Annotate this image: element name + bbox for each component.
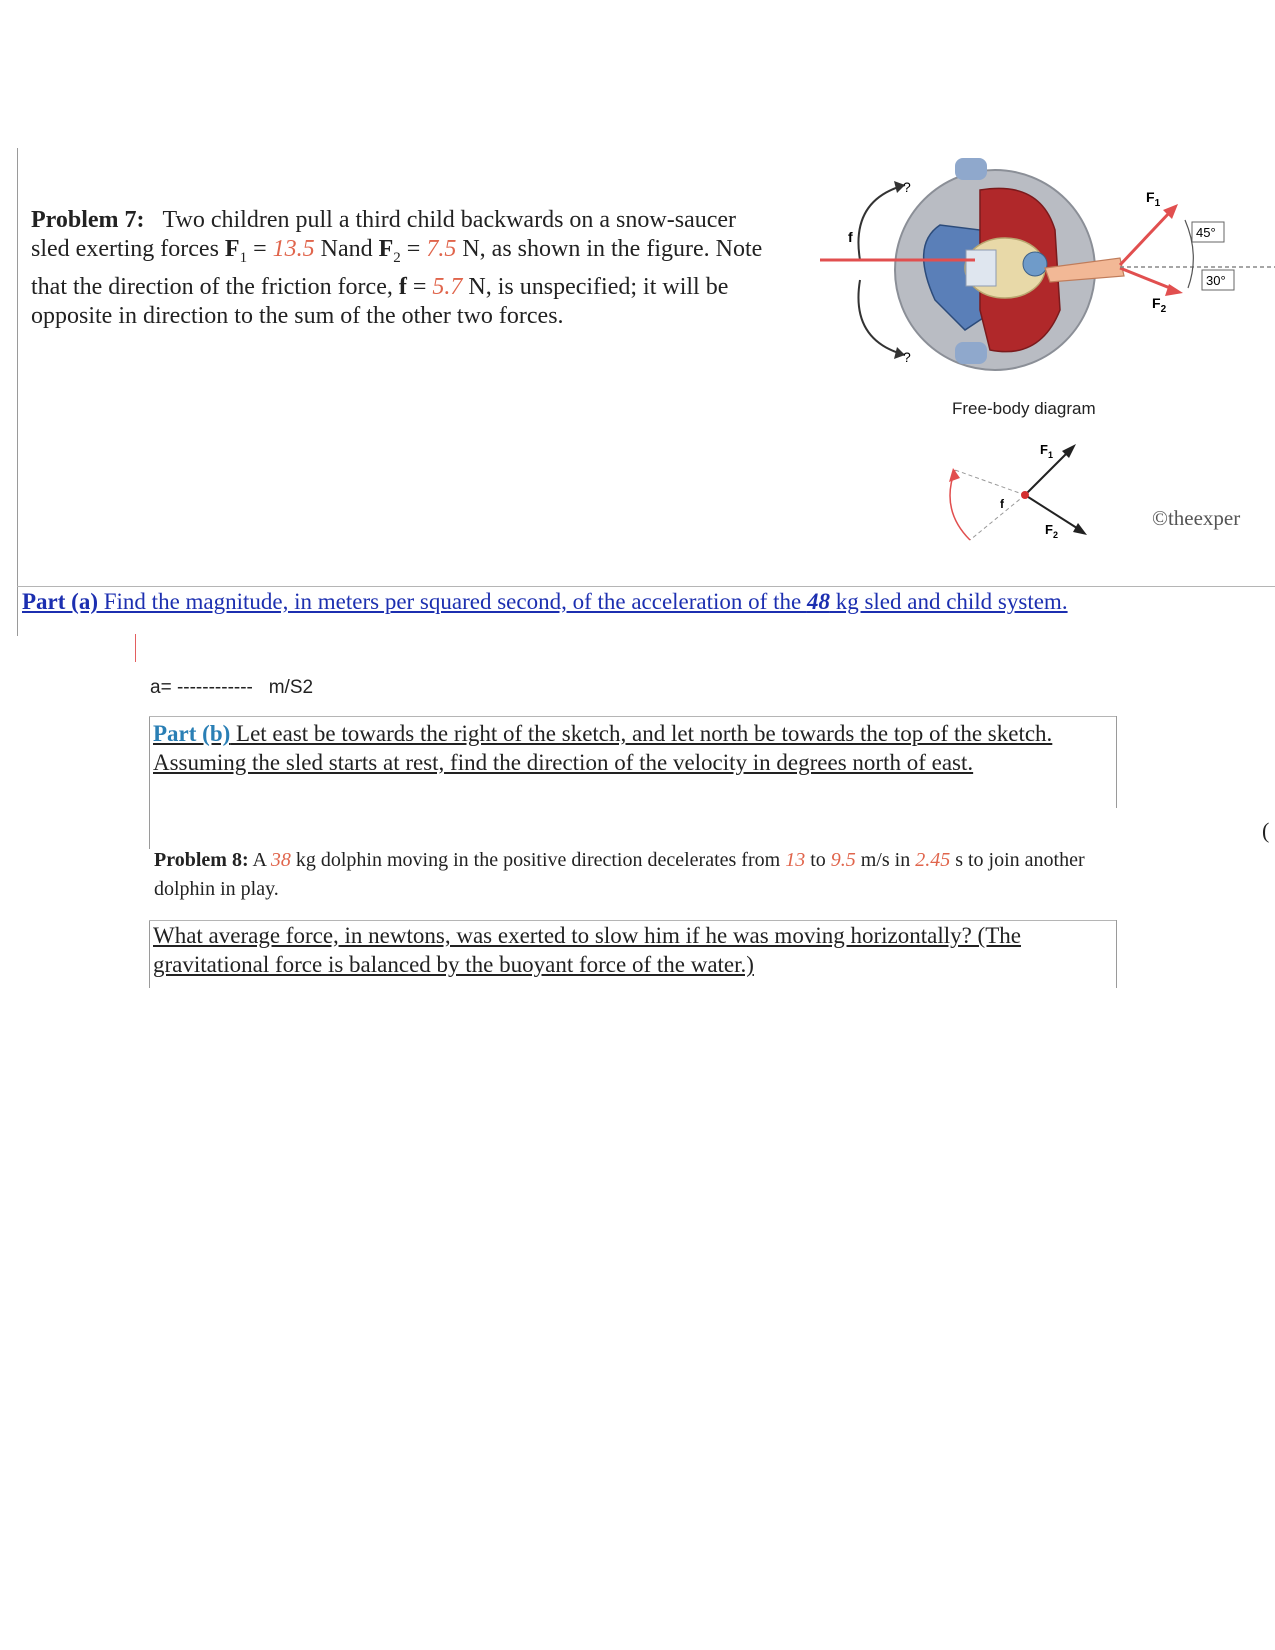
fbd-f2-label: $F_2$ xyxy=(1045,522,1058,540)
partb-border-left xyxy=(149,716,150,849)
problem8-text-1: A xyxy=(248,849,271,871)
question-mark-bottom: ? xyxy=(903,349,911,365)
f2-arrow xyxy=(1120,268,1175,290)
text-cursor xyxy=(135,634,136,662)
problem7-text-2: Nand xyxy=(314,236,379,262)
fbd-dash-up xyxy=(955,470,1025,495)
time-interval: 2.45 xyxy=(915,849,951,871)
problem8-text-2: kg dolphin moving in the positive direction decelerates from xyxy=(290,849,786,871)
part-b-label: Part (b) xyxy=(153,721,231,746)
fbd-dash-down xyxy=(970,495,1025,540)
q8-border-left xyxy=(149,920,150,988)
angle-45: 45° xyxy=(1196,225,1216,240)
eq-1: = xyxy=(247,236,273,262)
child-stripes xyxy=(966,250,996,286)
fbd-f2-head xyxy=(1073,523,1087,535)
problem7-text-1: Two children pull a third child backwards on a snow-saucer sled exerting forces xyxy=(31,207,737,262)
problem7-label: Problem 7: xyxy=(31,207,145,233)
friction-value: 5.7 xyxy=(432,273,463,300)
q8-border-right xyxy=(1116,920,1117,988)
problem7-text xyxy=(31,206,776,331)
partb-border-right xyxy=(1116,716,1117,808)
angle-30: 30° xyxy=(1206,273,1226,288)
edge-glyph: ( xyxy=(1262,818,1270,843)
problem8-question: What average force, in newtons, was exerted to slow him if he was moving horizontally? (The gravitational force is balanced by the buoyant force of the water.) xyxy=(153,923,1021,977)
answer-prefix: a= xyxy=(150,677,172,698)
problem8-label: Problem 8: xyxy=(154,849,249,871)
fbd-f1-label: $F_1$ xyxy=(1040,442,1053,460)
eq-3: = xyxy=(406,273,433,300)
question-mark-top: ? xyxy=(903,179,911,195)
problem8-text-4: m/s in xyxy=(855,849,916,871)
dolphin-mass: 38 xyxy=(270,849,291,871)
eq-2: = xyxy=(400,236,427,262)
free-body-diagram xyxy=(930,430,1120,550)
part-a-mass: 48 xyxy=(806,589,830,614)
left-border xyxy=(17,148,18,636)
problem8-text xyxy=(154,846,1114,904)
part-b-question xyxy=(153,719,1073,777)
f2-value: 7.5 xyxy=(426,236,457,262)
part-b-text: Let east be towards the right of the sketch, and let north be towards the top of the sketch. Assuming the sled starts at rest, find the direction of the velocity in degrees north of east. xyxy=(153,721,1053,775)
sled-illustration xyxy=(820,150,1275,390)
friction-symbol: f xyxy=(398,273,407,300)
child-hat xyxy=(1023,252,1047,276)
f1-symbol: F xyxy=(224,236,240,262)
partb-border-top xyxy=(149,716,1116,717)
boot-top xyxy=(955,158,987,180)
part-a-text-2: kg sled and child system. xyxy=(829,589,1068,614)
f1-arrow xyxy=(1120,212,1170,265)
boot-bottom xyxy=(955,342,987,364)
f2-subscript: 2 xyxy=(393,249,401,266)
fig-f2-label: $F_2$ xyxy=(1152,295,1167,315)
problem7-text-4: N, is unspecified; it will be opposite in direction to the sum of the other two forces. xyxy=(31,273,729,329)
f1-value: 13.5 xyxy=(272,236,315,262)
fig-f-label: f xyxy=(848,229,853,245)
problem8-text-5: s to join another dolphin in play. xyxy=(154,849,1085,900)
fbd-f-label: f xyxy=(1000,497,1004,511)
fbd-title: Free-body diagram xyxy=(952,399,1096,418)
answer-unit: m/S2 xyxy=(268,677,314,698)
answer-blank[interactable]: ------------ xyxy=(176,677,253,698)
divider xyxy=(17,586,1275,587)
f2-symbol: F xyxy=(378,236,394,262)
problem8-text-3: to xyxy=(805,849,831,871)
initial-speed: 13 xyxy=(785,849,806,871)
final-speed: 9.5 xyxy=(830,849,856,871)
problem7-text-3: N, as shown in the figure. Note that the direction of the friction force, xyxy=(31,236,763,300)
f1-subscript: 1 xyxy=(239,249,248,266)
fbd-center-dot xyxy=(1021,491,1029,499)
copyright-watermark: ©theexper xyxy=(1152,506,1241,530)
part-a-text-1: Find the magnitude, in meters per squared second, of the acceleration of the xyxy=(98,589,807,614)
answer-line[interactable] xyxy=(150,677,313,699)
part-a-label: Part (a) xyxy=(22,589,98,614)
part-a-question xyxy=(22,589,1068,615)
fig-f1-label: $F_1$ xyxy=(1146,189,1161,209)
